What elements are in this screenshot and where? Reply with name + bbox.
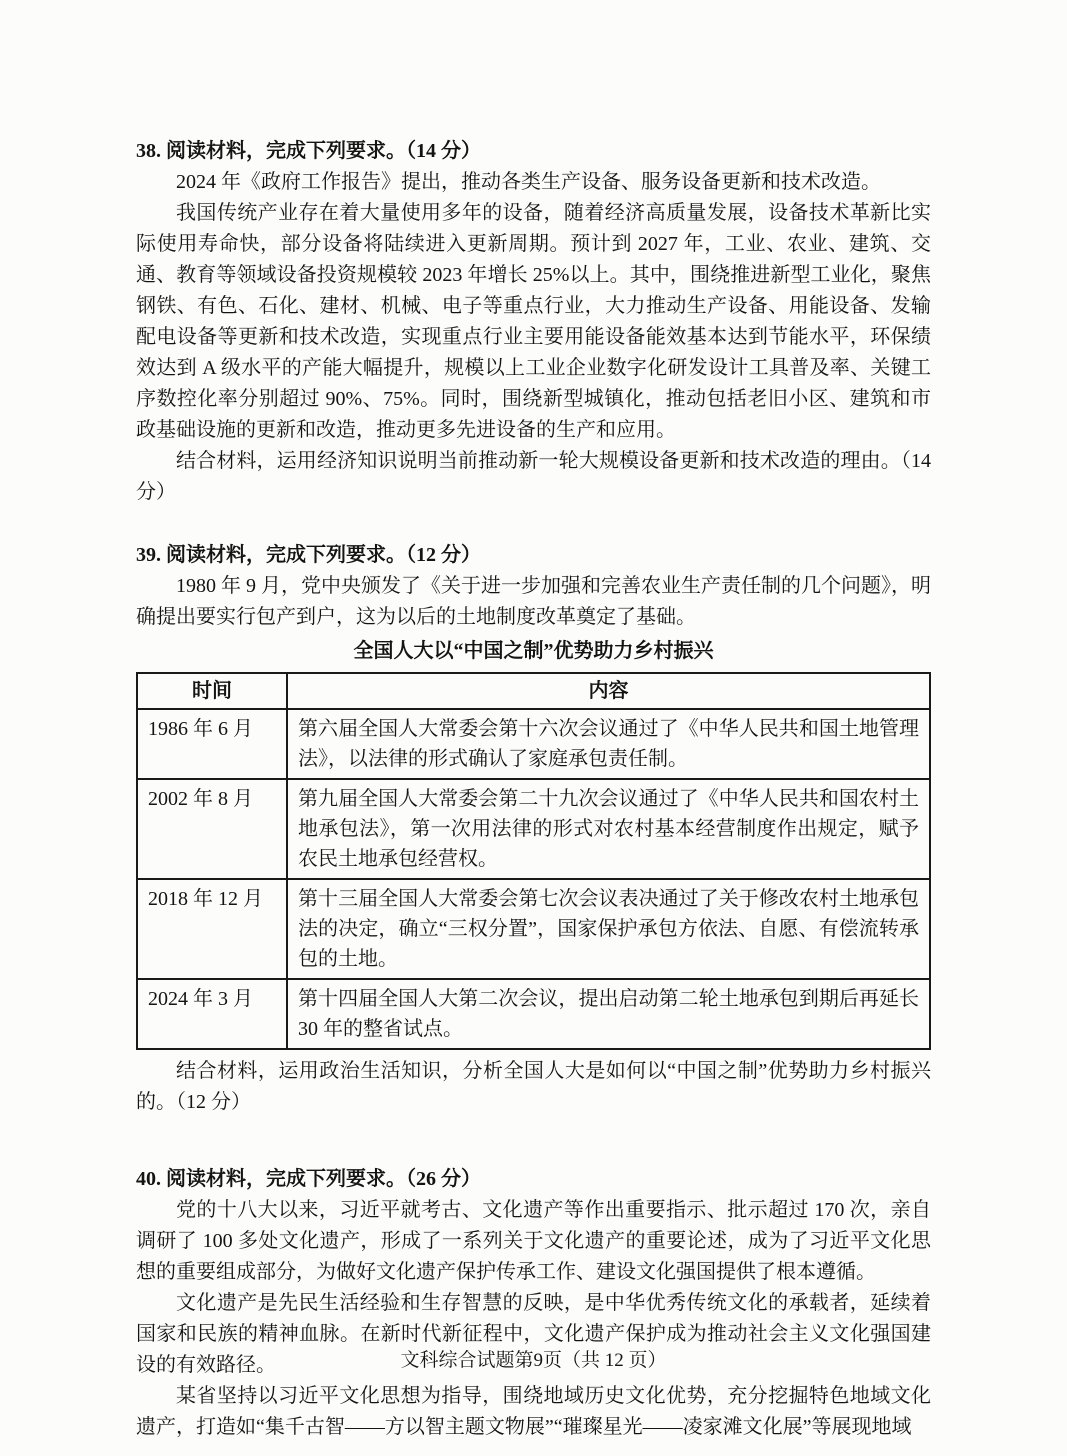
- npc-timeline-table: [136, 672, 931, 1050]
- table-header-time: 时间: [137, 673, 287, 709]
- question-40-para-2: 文化遗产是先民生活经验和生存智慧的反映，是中华优秀传统文化的承载者，延续着国家和民族的精神血脉。在新时代新征程中，文化遗产保护成为推动社会主义文化强国建设的有效路径。: [136, 1292, 931, 1376]
- table-cell-content: 第九届全国人大常委会第二十九次会议通过了《中华人民共和国农村土地承包法》，第一次用法律的形式对农村基本经营制度作出规定，赋予农民土地承包经营权。: [287, 779, 930, 879]
- table-cell-content: 第十四届全国人大第二次会议，提出启动第二轮土地承包到期后再延长 30 年的整省试点。: [287, 979, 930, 1049]
- table-row: [137, 779, 930, 879]
- question-40-section: [136, 1164, 931, 1443]
- table-cell-date: 1986 年 6 月: [137, 709, 287, 779]
- table-cell-content: 第十三届全国人大常委会第七次会议表决通过了关于修改农村土地承包法的决定，确立“三权分置”，国家保护承包方依法、自愿、有偿流转承包的土地。: [287, 879, 930, 979]
- table-cell-date: 2002 年 8 月: [137, 779, 287, 879]
- question-39-heading: 39. 阅读材料，完成下列要求。（12 分）: [136, 544, 481, 566]
- table-cell-date: 2024 年 3 月: [137, 979, 287, 1049]
- question-38-para-1: 2024 年《政府工作报告》提出，推动各类生产设备、服务设备更新和技术改造。: [176, 171, 881, 193]
- table-cell-content: 第六届全国人大常委会第十六次会议通过了《中华人民共和国土地管理法》，以法律的形式确认了家庭承包责任制。: [287, 709, 930, 779]
- question-39-task: 结合材料，运用政治生活知识，分析全国人大是如何以“中国之制”优势助力乡村振兴的。（12 分）: [136, 1060, 931, 1113]
- question-38-section: [136, 136, 931, 508]
- question-38-para-2: 我国传统产业存在着大量使用多年的设备，随着经济高质量发展，设备技术革新比实际使用寿命快，部分设备将陆续进入更新周期。预计到 2027 年，工业、农业、建筑、交通、教育等领域设备投资规模较 2023 年增长 25%以上。其中，围绕推进新型工业化，聚焦钢铁、有色、石化、建材、机械、电子等重点行业，大力推动生产设备、用能设备、发输配电设备等更新和技术改造，实现重点行业主要用能设备能效基本达到节能水平，环保绩效达到 A 级水平的产能大幅提升，规模以上工业企业数字化研发设计工具普及率、关键工序数控化率分别超过 90%、75%。同时，围绕新型城镇化，推动包括老旧小区、建筑和市政基础设施的更新和改造，推动更多先进设备的生产和应用。: [136, 202, 931, 441]
- table-header-content: 内容: [287, 673, 930, 709]
- table-row: [137, 979, 930, 1049]
- table-cell-date: 2018 年 12 月: [137, 879, 287, 979]
- question-38-task: 结合材料，运用经济知识说明当前推动新一轮大规模设备更新和技术改造的理由。（14 分）: [136, 450, 931, 503]
- question-39-section: [136, 540, 931, 1118]
- table-row: [137, 709, 930, 779]
- question-40-heading: 40. 阅读材料，完成下列要求。（26 分）: [136, 1168, 481, 1190]
- page-footer: 文科综合试题第9页（共 12 页）: [400, 1350, 667, 1371]
- table-title: 全国人大以“中国之制”优势助力乡村振兴: [353, 640, 714, 662]
- question-40-para-1: 党的十八大以来，习近平就考古、文化遗产等作出重要指示、批示超过 170 次，亲自调研了 100 多处文化遗产，形成了一系列关于文化遗产的重要论述，成为了习近平文化思想的重要组成部分，为做好文化遗产保护传承工作、建设文化强国提供了根本遵循。: [136, 1199, 931, 1283]
- question-40-para-3: 某省坚持以习近平文化思想为指导，围绕地域历史文化优势，充分挖掘特色地域文化遗产，打造如“集千古智——方以智主题文物展”“璀璨星光——凌家滩文化展”等展现地域: [136, 1385, 931, 1438]
- table-row: [137, 879, 930, 979]
- table-header-row: [137, 673, 930, 709]
- question-39-para-1: 1980 年 9 月，党中央颁发了《关于进一步加强和完善农业生产责任制的几个问题》，明确提出要实行包产到户，这为以后的土地制度改革奠定了基础。: [136, 575, 931, 628]
- question-38-heading: 38. 阅读材料，完成下列要求。（14 分）: [136, 140, 481, 162]
